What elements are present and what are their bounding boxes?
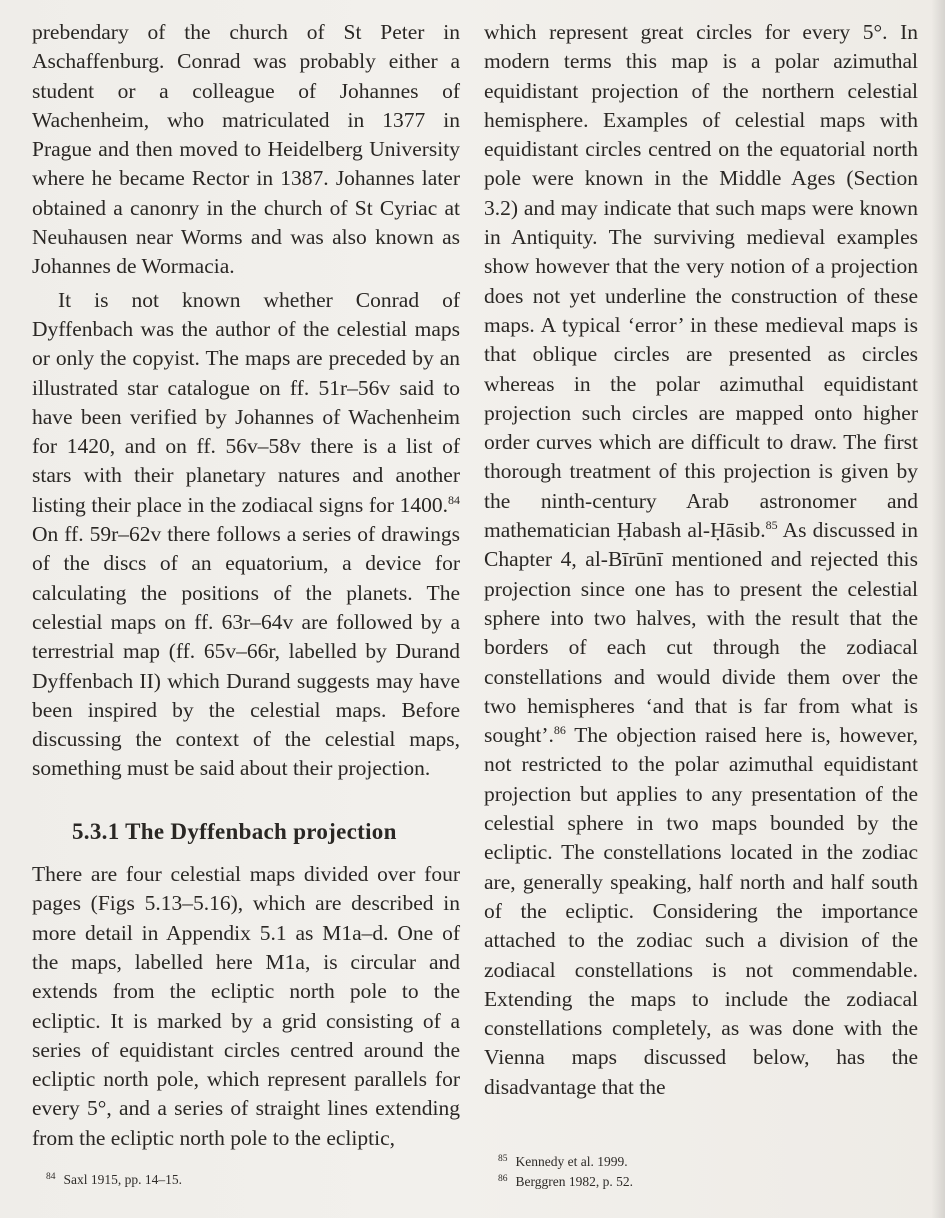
footnote <box>498 1152 633 1172</box>
footnote-text: Berggren 1982, p. 52. <box>515 1174 633 1189</box>
body-paragraph <box>484 18 918 1102</box>
body-paragraph <box>32 286 460 784</box>
footnote-number: 86 <box>498 1173 508 1184</box>
footnote-text: Kennedy et al. 1999. <box>515 1154 628 1169</box>
footnote-reference[interactable]: 86 <box>553 722 566 737</box>
paragraph-text: which represent great circles for every 5°. In modern terms this map is a polar azimuthal equidistant projection of the northern celestial hemisphere. Examples of celestial maps with equidistant circles centred on the equatorial north pole were known in the Middle Ages (Section 3.2) and may indicate that such maps were known in Antiquity. The surviving medieval examples show however that the very notion of a projection does not yet underline the construction of these maps. A typical ‘error’ in these medieval maps is that oblique circles are presented as circles whereas in the polar azimuthal equidistant projection such circles are mapped onto higher order curves which are difficult to draw. The first thorough treatment of this projection is given by the ninth-century Arab astronomer and mathematician Ḥabash al-Ḥāsib. <box>484 20 918 543</box>
paragraph-text: The objection raised here is, however, not restricted to the polar azimuthal equidistant projection but applies to any presentation of the celestial sphere in two maps bounded by the ecliptic. The constellations located in the zodiac are, generally speaking, half north and half south of the ecliptic. Considering the importance attached to the zodiac such a division of the zodiacal constellations is not commendable. Extending the maps to include the zodiacal constellations completely, as was done with the Vienna maps discussed below, has the disadvantage that the <box>484 723 918 1099</box>
paragraph-text: It is not known whether Conrad of Dyffenbach was the author of the celestial maps or only the copyist. The maps are preceded by an illustrated star catalogue on ff. 51r–56v said to have been verified by Johannes of Wachenheim for 1420, and on ff. 56v–58v there is a list of stars with their planetary natures and another listing their place in the zodiacal signs for 1400. <box>32 287 460 517</box>
footnote-reference[interactable]: 84 <box>448 492 460 507</box>
binding-shadow <box>931 0 945 1218</box>
footnote <box>498 1172 633 1192</box>
footnotes-left <box>46 1170 182 1190</box>
body-paragraph: prebendary of the church of St Peter in Aschaffenburg. Conrad was probably either a student or a colleague of Johannes of Wachenheim, who matriculated in 1377 in Prague and then moved to Heidelberg University where he became Rector in 1387. Johannes later obtained a canonry in the church of St Cyriac at Neuhausen near Worms and was also known as Johannes de Wormacia. <box>32 20 460 279</box>
footnote-text: Saxl 1915, pp. 14–15. <box>63 1172 183 1187</box>
section-heading: 5.3.1 The Dyffenbach projection <box>72 818 397 844</box>
footnote <box>46 1170 182 1190</box>
footnotes-right <box>498 1152 633 1192</box>
body-paragraph: There are four celestial maps divided over four pages (Figs 5.13–5.16), which are described in more detail in Appendix 5.1 as M1a–d. One of the maps, labelled here M1a, is circular and extends from the ecliptic north pole to the ecliptic. It is marked by a grid consisting of a series of equidistant circles centred around the ecliptic north pole, which represent parallels for every 5°, and a series of straight lines extending from the ecliptic north pole to the ecliptic, <box>32 862 460 1150</box>
footnote-number: 84 <box>46 1171 56 1182</box>
left-column <box>32 18 460 1153</box>
paragraph-text: On ff. 59r–62v there follows a series of drawings of the discs of an equatorium, a device for calculating the positions of the planets. The celestial maps on ff. 63r–64v are followed by a terrestrial map (ff. 65v–66r, labelled by Durand Dyffenbach II) which Durand suggests may have been inspired by the celestial maps. Before discussing the context of the celestial maps, something must be said about their projection. <box>32 522 460 781</box>
right-column <box>484 18 918 1102</box>
footnote-reference[interactable]: 85 <box>765 517 778 532</box>
paragraph-text: As discussed in Chapter 4, al-Bīrūnī mentioned and rejected this projection since one has to present the celestial sphere into two halves, with the result that the borders of each cut through the zodiacal constellations and would divide them over the two hemispheres ‘and that is far from what is sought’. <box>484 518 918 748</box>
footnote-number: 85 <box>498 1153 508 1164</box>
